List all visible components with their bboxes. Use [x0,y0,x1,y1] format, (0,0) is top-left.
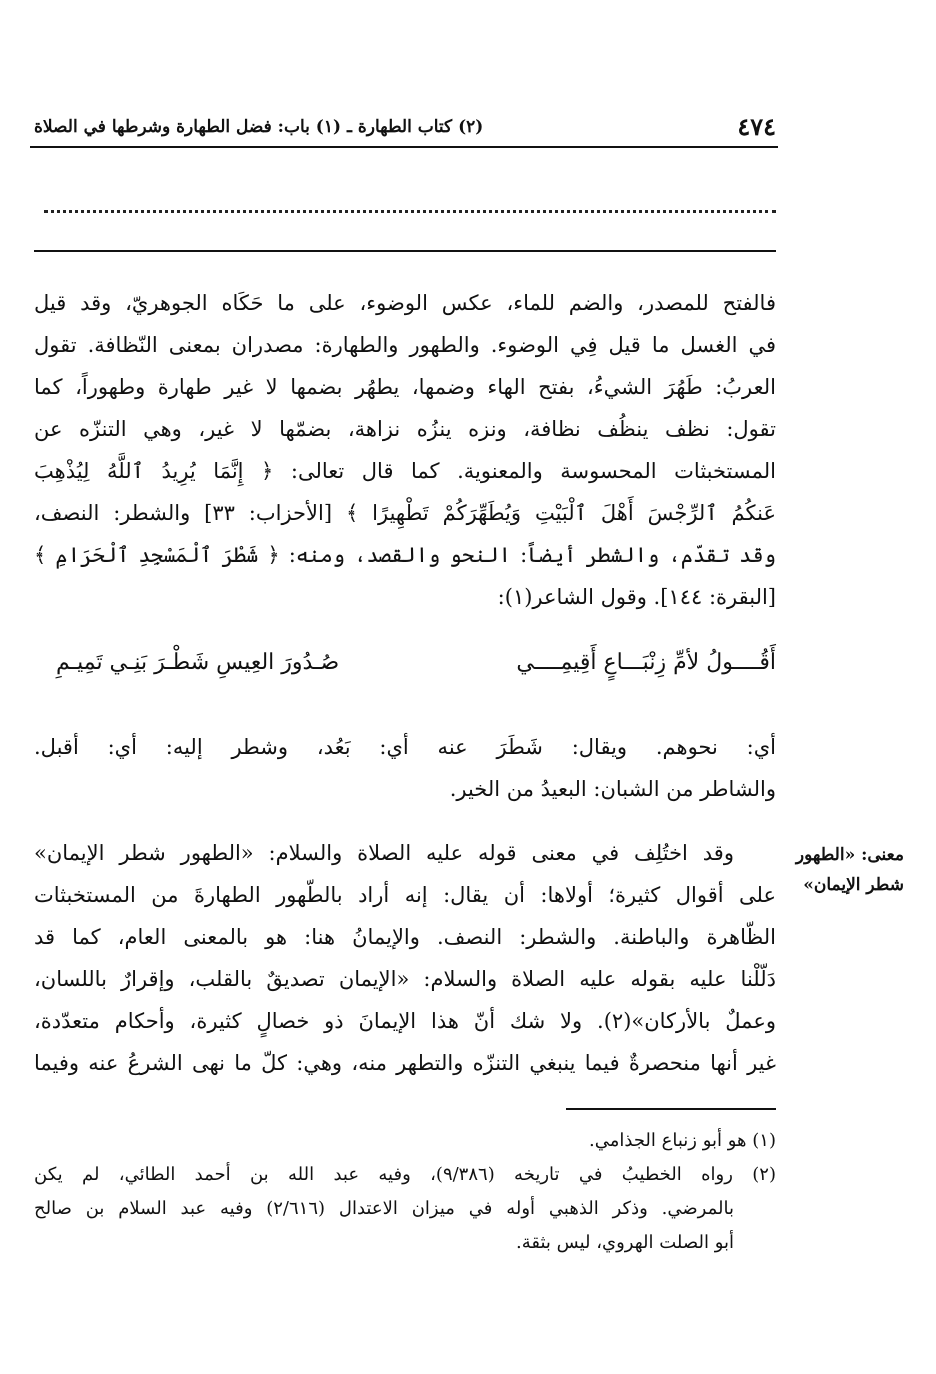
footnote-2-line: (٢) رواه الخطيبُ في تاريخه (٩/٣٨٦)، وفيه عبد الله بن أحمد الطائي، لم يكن [34,1164,776,1185]
text-line: المستخبثات المحسوسة والمعنوية. كما قال تعالى: ﴿ إِنَّمَا يُرِيدُ ٱللَّهُ لِيُذْهِبَ [34,459,776,483]
margin-heading-line: معنى: «الطهور [795,845,904,865]
page-header [34,112,776,142]
text-line: فالفتح للمصدر، والضم للماء، عكس الوضوء، على ما حَكَاه الجوهريّ، وقد قيل [34,291,776,315]
footnote-rule [566,1108,776,1110]
footnote-2-line: بالمرضي. وذكر الذهبي أوله في ميزان الاعتدال (٢/٦١٦) وفيه عبد السلام بن صالح [34,1198,734,1219]
text-line: تقول: نظف ينظُف نظافة، ونزه ينزُه نزاهة، بضمّها لا غير، وهي التنزّه عن [34,417,776,441]
poetry-verse [56,650,776,698]
text-line: دَلّلْنا عليه بقوله عليه الصلاة والسلام: «الإيمان تصديقٌ بالقلب، وإقرارٌ باللسان، [34,967,776,991]
text-line: أي: نحوهم. ويقال: شَطَرَ عنه أي: بَعُد، وشطر إليه: أي: أقبل. [34,735,776,759]
margin-heading [792,840,904,900]
text-line: وقد تقدّم، والشطر أيضاً: النحو والقصد، ومنه: ﴿ شَطْرَ ٱلْمَسْجِدِ ٱلْحَرَامِ ﴾ [34,543,776,567]
paragraph-1 [34,282,776,618]
paragraph-3 [34,832,776,1084]
text-line: الظّاهرة والباطنة. والشطر: النصف. والإيمانُ هنا: هو بالمعنى العام، كما قد [34,925,776,949]
paragraph-2 [34,726,776,810]
text-line: على أقوال كثيرة؛ أولاها: أن يقال: إنه أراد بالطّهور الطهارةَ من المستخبثات [34,883,776,907]
section-rule [34,250,776,252]
first-hemistich: أَقُــــولُ لأمِّ زِنْبَـــاعٍ أَقِيمِــــي [516,650,776,675]
footnotes [34,1124,776,1260]
footnote-2-line: أبو الصلت الهروي، ليس بثقة. [515,1232,734,1253]
page-number: ٤٧٤ [737,112,776,141]
second-hemistich: صُـدُورَ العِيسِ شَطْـرَ بَنِـي تَمِيـمِ [56,650,340,675]
running-title: (٢) كتاب الطهارة ـ (١) باب: فضل الطهارة وشرطها في الصلاة [34,117,484,137]
text-line: [البقرة: ١٤٤]. وقول الشاعر(١): [497,585,776,609]
text-line: وعملٌ بالأركان»(٢). ولا شك أنّ هذا الإيمانَ ذو خصالٍ كثيرة، وأحكام متعدّدة، [34,1009,776,1033]
text-line: في الغسل ما قيل فِي الوضوء. والطهور والطهارة: مصدران بمعنى النّظافة. تقول [34,333,776,357]
text-line: والشاطر من الشبان: البعيدُ من الخير. [449,777,776,801]
text-line: العربُ: طَهُرَ الشيءُ، بفتح الهاء وضمها، يطهُر بضمها لا غير طهارة وطهوراً، كما [34,375,776,399]
footnote-1: (١) هو أبو زنباع الجذامي. [589,1130,776,1151]
text-line: وقد اختُلِف في معنى قوله عليه الصلاة والسلام: «الطهور شطر الإيمان» [34,841,734,865]
dotted-separator [44,196,776,213]
text-line: غير أنها منحصرةٌ فيما ينبغي التنزّه والتطهر منه، وهي: كلّ ما نهى الشرعُ عنه وفيما [34,1051,776,1075]
margin-heading-line: شطر الإيمان» [803,875,904,895]
text-line: عَنكُمُ ٱلرِّجْسَ أَهْلَ ٱلْبَيْتِ وَيُطَهِّرَكُمْ تَطْهِيرًا ﴾ [الأحزاب: ٣٣] والشطر: النصف، [34,501,776,525]
header-rule [30,146,778,148]
